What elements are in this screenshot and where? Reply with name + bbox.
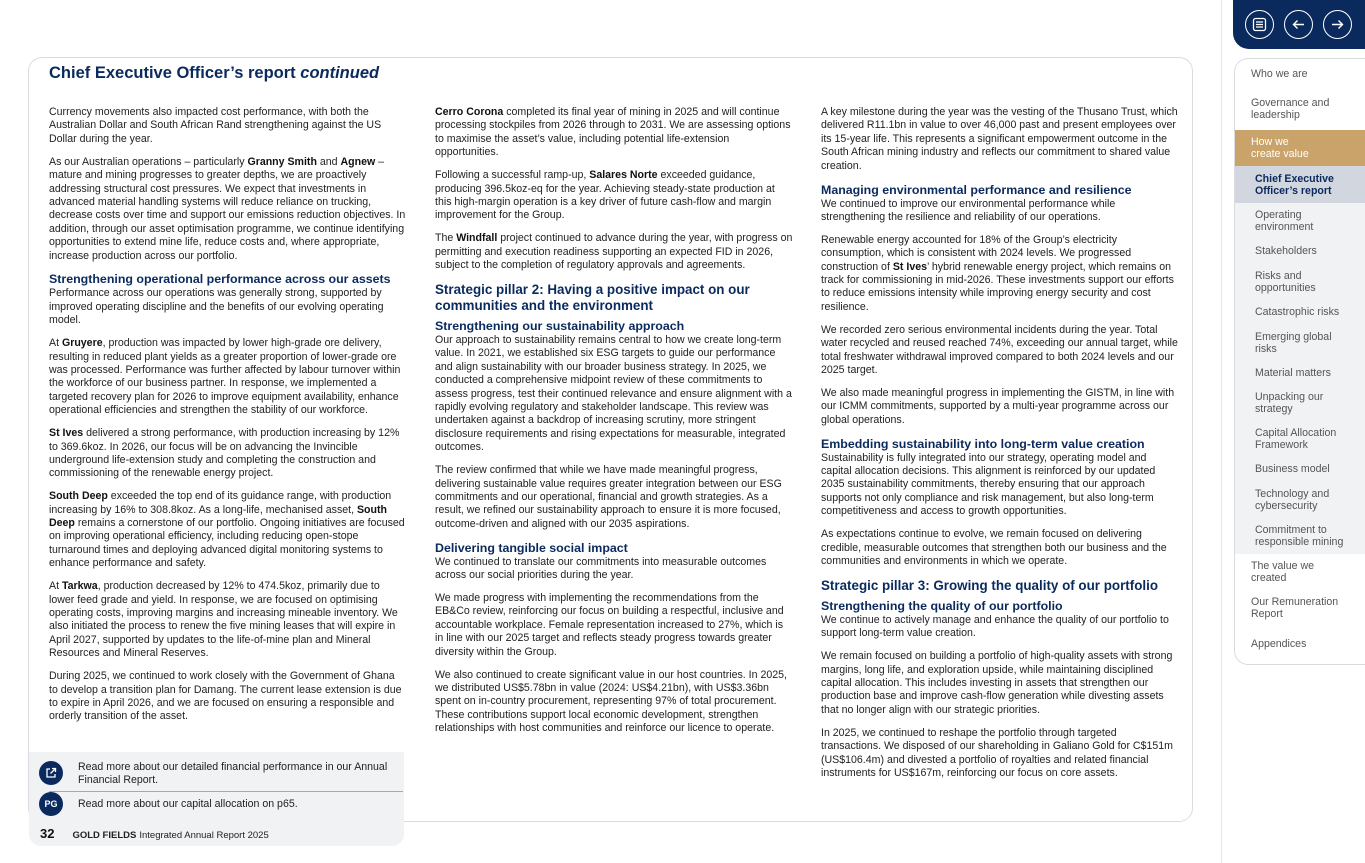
sidebar-divider [1221,0,1222,863]
section-heading: Strengthening our sustainability approach [435,318,685,333]
paragraph: As expectations continue to evolve, we remain focused on delivering credible, measurable outcomes that strengthen both our business and the communities and environments in which we operate. [821,528,1167,567]
sidebar-item-unpacking-strategy[interactable]: Unpacking our strategy [1255,391,1324,415]
paragraph: At Tarkwa, production decreased by 12% to 474.5koz, primarily due to lower feed grade and yield. In response, we are focused on optimising operating costs, improving margins and increasing mineable inventory. We also initiated the process to renew the five mining leases that will expire in April 2027, supported by updates to the life-of-mine plan and Mineral Resources and Mineral Reserves. [49,580,398,660]
sidebar-item-governance[interactable]: Governance and leadership [1251,97,1330,121]
paragraph: We recorded zero serious environmental incidents during the year. Total water recycled and reused reached 74%, exceeding our annual target, while total freshwater withdrawal improved compared to both 2024 levels and our 2025 target. [821,323,1178,376]
paragraph: We remain focused on building a portfolio of high-quality assets with strong margins, long life, and exploration upside, while maintaining disciplined capital allocation. This includes investing in assets that strengthen our production base and improve cash-flow generation while divesting assets that no longer align with our strategic priorities. [821,650,1173,716]
sidebar-item-capital-allocation[interactable]: Capital Allocation Framework [1255,427,1337,451]
sidebar-item-emerging-risks[interactable]: Emerging global risks [1255,331,1332,355]
paragraph: Currency movements also impacted cost performance, with both the Australian Dollar and South African Rand strengthening against the US Dollar during the year. [49,106,382,145]
paragraph: At Gruyere, production was impacted by lower high-grade ore delivery, resulting in reduced plant yields as a greater proportion of lower-grade ore was processed. Performance was further affected by labour turnover within the workforce of our business partner. In response, we implemented a targeted recovery plan for 2026 to improve equipment availability, enhance operational efficiencies and strengthen the stability of our workforce. [49,337,401,417]
footer-report-name: Integrated Annual Report 2025 [139,830,269,841]
text-column-2 [435,106,793,745]
paragraph: We made progress with implementing the recommendations from the EB&Co review, reinforcing our focus on building a respectful, inclusive and accountable workplace. Female representation increased to 27%, which is in line with our 2025 target and reflects steady progress towards greater diversity within the Group. [435,591,784,658]
paragraph: Cerro Corona completed its final year of mining in 2025 and will continue processing stockpiles from 2026 through to 2031. We are assessing options to maximise the asset’s value, including potential life-extension opportunities. [435,106,791,159]
sidebar-item-operating-environment[interactable]: Operating environment [1255,209,1314,233]
page-number: 32 [40,826,55,841]
pillar-heading: Strategic pillar 3: Growing the quality of our portfolio [821,577,1159,593]
text-column-1 [49,106,406,733]
sidebar-item-appendices[interactable]: Appendices [1251,638,1307,650]
paragraph: We continue to actively manage and enhance the quality of our portfolio to support long-term value creation. [821,613,1169,640]
paragraph: Our approach to sustainability remains central to how we create long-term value. In 2021, we established six ESG targets to guide our performance and align sustainability with our broader business strategy. In 2025, we conducted a comprehensive midpoint review of these commitments to assess progress, test their continued relevance and ensure alignment with a rapidly evolving regulatory and stakeholder landscape. This review was undertaken against a backdrop of increasing scrutiny, more stringent disclosure requirements and rising expectations for measurable, integrated outcomes. [435,333,792,454]
paragraph: We also made meaningful progress in implementing the GISTM, in line with our ICMM commitments, supported by a multi-year programme across our global operations. [821,386,1175,426]
paragraph: During 2025, we continued to work closely with the Government of Ghana to develop a transition plan for Damang. The current lease extension is due to expire in April 2026, and we are focused on ensuring a responsible and orderly transition of the asset. [49,670,402,723]
section-heading: Managing environmental performance and resilience [821,182,1132,197]
sidebar-item-catastrophic-risks[interactable]: Catastrophic risks [1255,306,1340,318]
page-reference-icon[interactable]: PG [39,792,63,816]
paragraph: We also continued to create significant value in our host countries. In 2025, we distributed US$5.78bn in value (2024: US$4.21bn), with US$3.36bn spent on in-country procurement, representing 97% of total procurement. These contributions support local economic development, strengthen relationships with host communities and reinforce our licence to operate. [435,668,787,735]
sidebar-item-risks-opportunities[interactable]: Risks and opportunities [1255,270,1316,294]
paragraph: St Ives delivered a strong performance, with production increasing by 12% to 369.6koz. In 2026, our focus will be on advancing the Invincible underground life-extension study and completing the construction and commissioning of the renewable energy project. [49,427,400,480]
paragraph: We continued to translate our commitments into measurable outcomes across our social priorities during the year. [435,555,767,582]
contents-icon [1252,17,1267,32]
paragraph: The Windfall project continued to advance during the year, with progress on permitting and execution readiness supporting an expected FID in 2026, subject to the completion of regulatory approvals and agreements. [435,232,793,272]
arrow-right-icon [1330,17,1345,32]
paragraph: South Deep exceeded the top end of its guidance range, with production increasing by 16% to 308.8koz. As a long-life, mechanised asset, South Deep remains a cornerstone of our portfolio. Ongoing initiatives are focused on improving operational efficiency, including reducing open-stope turnaround times and deploying advanced digital monitoring systems to enhance performance and safety. [49,490,405,570]
page-title-continued: continued [300,64,380,82]
paragraph: Renewable energy accounted for 18% of the Group’s electricity consumption, which is consistent with 2024 levels. We progressed construction of St Ives’ hybrid renewable energy project, which remains on track for commissioning in mid-2026. These investments support our efforts to reduce emissions intensity while improving energy security and cost resilience. [821,233,1174,313]
read-more-text: Read more about our detailed financial performance in our Annual Financial Report. [78,761,388,787]
sidebar-item-responsible-mining[interactable]: Commitment to responsible mining [1255,524,1344,548]
paragraph: Sustainability is fully integrated into our strategy, operating model and capital allocation decisions. This alignment is reinforced by our updated 2035 sustainability commitments, thereby ensuring that our approach supports not only compliance and risk management, but also long-term competitiveness and access to growth opportunities. [821,451,1156,518]
section-heading: Delivering tangible social impact [435,540,628,555]
sidebar-item-how-we-create-value[interactable]: How we create value [1251,136,1309,160]
external-link-icon[interactable] [39,761,63,785]
sidebar-item-material-matters[interactable]: Material matters [1255,367,1331,379]
divider [49,791,403,792]
contents-button[interactable] [1245,10,1274,39]
read-more-capital-link[interactable] [39,792,388,816]
text-column-3 [821,106,1178,790]
page-title: Chief Executive Officer’s report continued [49,64,380,82]
section-heading: Embedding sustainability into long-term value creation [821,436,1145,451]
paragraph: We continued to improve our environmental performance while strengthening the resilience and reliability of our operations. [821,197,1116,223]
paragraph: Following a successful ramp-up, Salares Norte exceeded guidance, producing 396.5koz-eq for the year. Achieving steady-state production at this high-margin operation is a key driver of future cash-flow and margin improvement for the Group. [435,169,775,222]
paragraph: In 2025, we continued to reshape the portfolio through targeted transactions. We disposed of our shareholding in Galiano Gold for C$151m (US$106.4m) and divested a portfolio of royalties and related financial instruments for US$167m, reinforcing our focus on core assets. [821,726,1173,779]
section-heading: Strengthening the quality of our portfolio [821,598,1063,613]
footer-brand: GOLD FIELDS [72,830,137,841]
sidebar-item-value-we-created[interactable]: The value we created [1251,560,1315,584]
sidebar-item-business-model[interactable]: Business model [1255,463,1330,475]
paragraph: As our Australian operations – particularly Granny Smith and Agnew – mature and mining progresses to greater depths, we are proactively addressing structural cost pressures. We expect that investments in advanced material handling systems will reduce reliance on trucking, decrease costs over time and support our emissions reduction objectives. In addition, through our asset optimisation programme, we continue identifying opportunities to extend mine life, reduce costs and, where appropriate, increase production across our portfolio. [49,155,406,262]
back-button[interactable] [1284,10,1313,39]
sidebar-item-ceo-report[interactable]: Chief Executive Officer’s report [1255,173,1334,197]
paragraph: Performance across our operations was generally strong, supported by improved operating discipline and the benefits of our evolving operating model. [49,287,384,327]
forward-button[interactable] [1323,10,1352,39]
sidebar-item-who-we-are[interactable]: Who we are [1251,68,1308,80]
arrow-left-icon [1291,17,1306,32]
sidebar-item-technology[interactable]: Technology and cybersecurity [1255,488,1330,512]
paragraph: A key milestone during the year was the vesting of the Thusano Trust, which delivered R11.1bn in value to over 46,000 past and present employees over its 15-year life. This represents a significant empowerment outcome in the South African mining industry and reflects our commitment to shared value creation. [821,106,1178,172]
read-more-financial-link[interactable] [39,761,388,788]
sidebar-item-remuneration[interactable]: Our Remuneration Report [1251,596,1339,620]
page-footer [40,826,269,841]
nav-toolbar [1233,0,1365,49]
read-more-text: Read more about our capital allocation on p65. [78,798,298,810]
paragraph: The review confirmed that while we have made meaningful progress, delivering sustainable value requires greater integration between our ESG commitments and our operational, financial and growth strategies. As a result, we refined our sustainability approach to ensure it is more focused, outcome-driven and aligned with our 2035 aspirations. [435,464,782,530]
section-heading: Strengthening operational performance across our assets [49,272,391,287]
pillar-heading: Strategic pillar 2: Having a positive impact on our communities and the environment [435,281,750,313]
sidebar-item-stakeholders[interactable]: Stakeholders [1255,245,1317,257]
